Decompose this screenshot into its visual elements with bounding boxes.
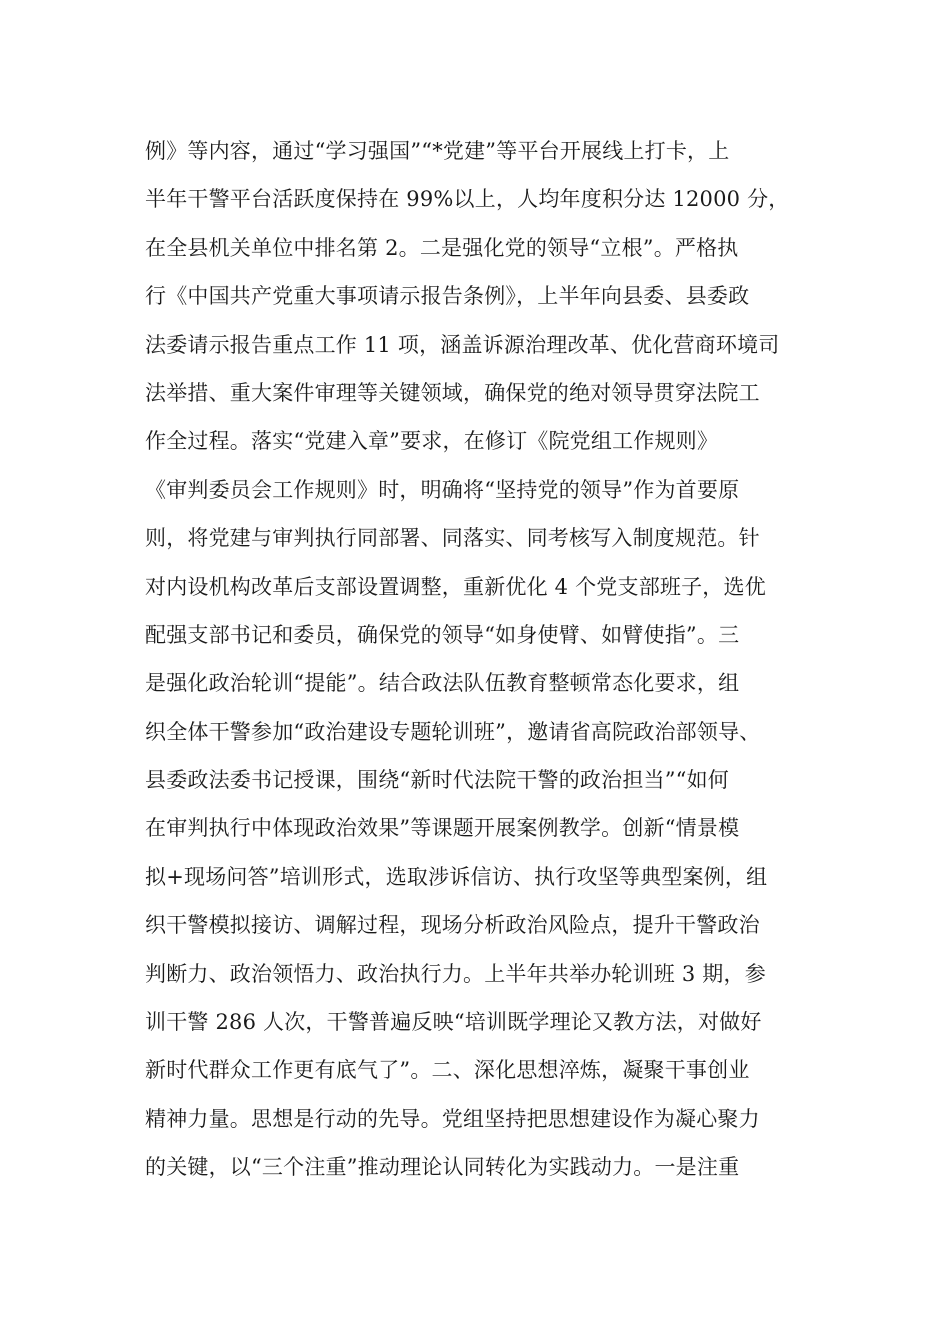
text-line: 则，将党建与审判执行同部署、同落实、同考核写入制度规范。针 <box>145 526 760 551</box>
text-line: 法委请示报告重点工作 11 项，涵盖诉源治理改革、优化营商环境司 <box>145 332 780 357</box>
text-line: 例》等内容，通过“学习强国”“*党建”等平台开展线上打卡，上 <box>145 139 730 163</box>
text-line: 县委政法委书记授课，围绕“新时代法院干警的政治担当”“如何 <box>145 768 730 793</box>
text-line: 判断力、政治领悟力、政治执行力。上半年共举办轮训班 3 期，参 <box>145 961 766 986</box>
text-line: 新时代群众工作更有底气了”。二、深化思想淬炼，凝聚干事创业 <box>145 1058 750 1083</box>
text-line: 是强化政治轮训“提能”。结合政法队伍教育整顿常态化要求，组 <box>145 671 740 696</box>
text-line: 行《中国共产党重大事项请示报告条例》，上半年向县委、县委政 <box>145 284 750 309</box>
text-line: 训干警 286 人次，干警普遍反映“培训既学理论又教方法，对做好 <box>145 1010 762 1035</box>
text-line: 织干警模拟接访、调解过程，现场分析政治风险点，提升干警政治 <box>145 913 760 938</box>
text-line: 在全县机关单位中排名第 2。二是强化党的领导“立根”。严格执 <box>145 235 739 260</box>
body-text <box>145 127 845 1192</box>
text-line: 拟+现场问答”培训形式，选取涉诉信访、执行攻坚等典型案例，组 <box>145 864 768 889</box>
text-line: 精神力量。思想是行动的先导。党组坚持把思想建设作为凝心聚力 <box>145 1106 760 1131</box>
text-line: 在审判执行中体现政治效果”等课题开展案例教学。创新“情景模 <box>145 816 740 841</box>
text-line: 《审判委员会工作规则》时，明确将“坚持党的领导”作为首要原 <box>145 477 740 502</box>
text-line: 法举措、重大案件审理等关键领域，确保党的绝对领导贯穿法院工 <box>145 380 760 405</box>
text-line: 配强支部书记和委员，确保党的领导“如身使臂、如臂使指”。三 <box>145 622 740 647</box>
text-line: 作全过程。落实“党建入章”要求，在修订《院党组工作规则》 <box>145 429 719 454</box>
text-line: 的关键，以“三个注重”推动理论认同转化为实践动力。一是注重 <box>145 1155 740 1180</box>
text-line: 对内设机构改革后支部设置调整，重新优化 4 个党支部班子，选优 <box>145 574 766 599</box>
text-line: 织全体干警参加“政治建设专题轮训班”，邀请省高院政治部领导、 <box>145 719 761 744</box>
text-line: 半年干警平台活跃度保持在 99%以上，人均年度积分达 12000 分， <box>145 187 790 212</box>
